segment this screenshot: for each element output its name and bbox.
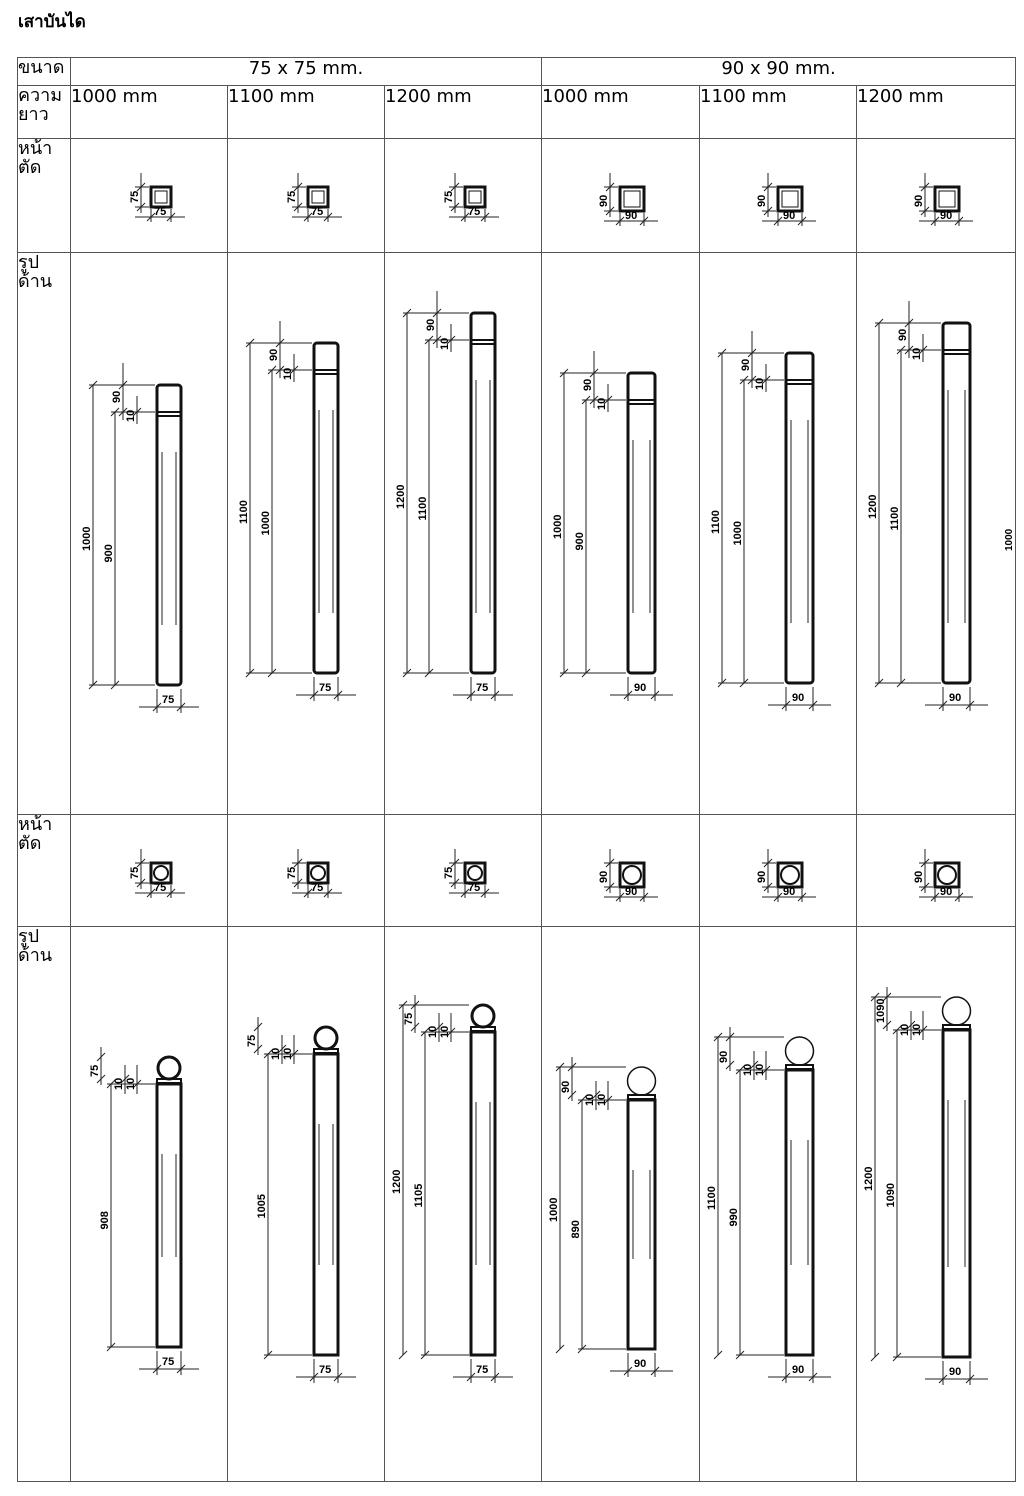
- square-section-drawing: [700, 139, 856, 251]
- dimension-text: 10: [125, 409, 137, 422]
- post-shaft: [471, 313, 495, 673]
- dimension-text: 75: [246, 1034, 258, 1047]
- post-elevation-drawing: [542, 253, 699, 813]
- dimension-text: 75: [319, 682, 332, 694]
- post-ring: [786, 1065, 813, 1069]
- dimension-text: 75: [468, 882, 481, 894]
- post-shaft: [943, 323, 970, 683]
- ball-post-elevation-drawing: [857, 927, 1015, 1480]
- dimension-text: 90: [598, 870, 611, 883]
- dimension-text: 1200: [863, 1166, 876, 1191]
- round-section-drawing: [857, 815, 1015, 925]
- page-title: เสาบันได: [18, 12, 86, 32]
- round-section-drawing: [71, 815, 227, 925]
- dimension-text: 90: [425, 318, 437, 331]
- ball-top: [943, 997, 971, 1025]
- dimension-text: 10: [113, 1077, 125, 1090]
- dimension-text: 90: [792, 1364, 805, 1376]
- dimension-text: 75: [162, 1356, 175, 1368]
- post-elevation-drawing: [385, 253, 541, 813]
- dimension-text: 75: [129, 866, 141, 879]
- dimension-text: 1005: [256, 1194, 268, 1219]
- dimension-text: 1000: [732, 521, 745, 546]
- dimension-text: 1200: [391, 1169, 403, 1194]
- dimension-text: 1100: [417, 496, 429, 521]
- dimension-text: 1200: [867, 494, 880, 519]
- dimension-text: 10: [282, 1047, 294, 1060]
- length-cell: 1100 mm: [228, 86, 385, 139]
- dimension-text: 75: [443, 190, 455, 203]
- round-section-drawing: [542, 815, 699, 925]
- dimension-text: 1105: [413, 1183, 425, 1208]
- dimension-text: 1100: [238, 500, 250, 524]
- dimension-text: 90: [940, 210, 953, 222]
- dimension-text: 10: [125, 1077, 137, 1090]
- dimension-text: 75: [476, 682, 489, 694]
- section-label: หน้า ตัด: [18, 815, 71, 927]
- dimension-text: 890: [570, 1220, 583, 1239]
- dimension-text: 90: [598, 194, 611, 207]
- dimension-text: 900: [574, 532, 587, 551]
- dimension-text: 1100: [889, 506, 902, 531]
- size-label: ขนาด: [18, 58, 71, 86]
- dimension-text: 90: [756, 870, 769, 883]
- post-elevation-drawing: [71, 253, 227, 813]
- dimension-text: 90: [740, 358, 753, 371]
- post-shaft: [943, 1030, 970, 1357]
- dimension-text: 10: [596, 1093, 609, 1106]
- dimension-text: 90: [949, 1366, 962, 1378]
- post-shaft: [471, 1032, 495, 1355]
- ball-top: [472, 1005, 494, 1027]
- dimension-text: 10: [911, 1023, 924, 1036]
- dimension-text: 90: [582, 378, 595, 391]
- dimension-text: 10: [439, 337, 451, 350]
- ball-top: [315, 1027, 337, 1049]
- dimension-text: 90: [949, 692, 962, 704]
- post-outline: [308, 187, 328, 207]
- round-section-drawing: [385, 815, 541, 925]
- dimension-text: 908: [99, 1211, 111, 1230]
- stair-post-spec-table: [17, 57, 1016, 1482]
- dimension-text: 10: [439, 1025, 451, 1038]
- post-shaft: [628, 373, 655, 673]
- length-cell: 1000 mm: [71, 86, 228, 139]
- dimension-text: 90: [625, 210, 638, 222]
- post-elevation-drawing: [857, 253, 1015, 813]
- dimension-text: 90: [111, 390, 123, 403]
- post-ring: [628, 1095, 655, 1099]
- dimension-text: 10: [911, 347, 924, 360]
- dimension-text: 10: [270, 1047, 282, 1060]
- round-section-drawing: [700, 815, 856, 925]
- square-section-drawing: [228, 139, 384, 251]
- post-shaft: [157, 1084, 181, 1347]
- dimension-text: 75: [286, 866, 298, 879]
- post-ring: [471, 1027, 495, 1031]
- dimension-text: 90: [940, 886, 953, 898]
- dimension-text: 1000: [548, 1197, 561, 1222]
- dimension-text: 90: [560, 1080, 573, 1093]
- post-shaft: [628, 1100, 655, 1349]
- margin-dimension-mark: [1000, 515, 1020, 555]
- dimension-text: 90: [783, 886, 796, 898]
- dimension-text: 10: [427, 1025, 439, 1038]
- size-group-75: 75 x 75 mm.: [71, 58, 542, 86]
- post-elevation-drawing: [228, 253, 384, 813]
- size-group-90: 90 x 90 mm.: [542, 58, 1016, 86]
- dimension-text: 90: [268, 348, 280, 361]
- dimension-text: 75: [403, 1012, 415, 1025]
- ball-post-elevation-drawing: [542, 927, 699, 1480]
- dimension-text: 90: [756, 194, 769, 207]
- elevation-label: รูป ด้าน: [18, 253, 71, 815]
- dimension-text: 75: [154, 882, 167, 894]
- dimension-text: 75: [311, 882, 324, 894]
- square-section-drawing: [385, 139, 541, 251]
- ball-post-elevation-drawing: [700, 927, 856, 1480]
- dimension-text: 90: [634, 1358, 647, 1370]
- ball-top: [786, 1037, 814, 1065]
- dimension-text: 1090: [875, 998, 888, 1023]
- length-cell: 1100 mm: [700, 86, 857, 139]
- post-elevation-drawing: [700, 253, 856, 813]
- dimension-text: 75: [468, 206, 481, 218]
- dimension-text: 10: [754, 377, 767, 390]
- dimension-text: 75: [154, 206, 167, 218]
- length-label: ความ ยาว: [18, 86, 71, 139]
- post-ring: [157, 1079, 181, 1083]
- dimension-text: 90: [634, 682, 647, 694]
- post-shaft: [314, 343, 338, 673]
- length-cell: 1200 mm: [857, 86, 1016, 139]
- length-cell: 1000 mm: [542, 86, 700, 139]
- dimension-text: 75: [129, 190, 141, 203]
- dimension-text: 75: [319, 1364, 332, 1376]
- dimension-text: 75: [89, 1064, 101, 1077]
- dimension-text: 990: [728, 1208, 741, 1227]
- length-cell: 1200 mm: [385, 86, 542, 139]
- dimension-text: 10: [282, 367, 294, 380]
- dimension-text: 10: [754, 1063, 767, 1076]
- dimension-text: 90: [625, 886, 638, 898]
- dimension-text: 10: [596, 397, 609, 410]
- dimension-text: 90: [913, 194, 926, 207]
- dimension-text: 90: [783, 210, 796, 222]
- margin-dimension-text: 1000: [1004, 528, 1015, 551]
- post-shaft: [157, 385, 181, 685]
- dimension-text: 75: [162, 694, 175, 706]
- square-section-drawing: [542, 139, 699, 251]
- post-ring: [314, 1049, 338, 1053]
- post-shaft: [786, 353, 813, 683]
- ball-post-elevation-drawing: [228, 927, 384, 1480]
- dimension-text: 90: [913, 870, 926, 883]
- dimension-text: 1090: [885, 1183, 898, 1208]
- dimension-text: 90: [718, 1050, 731, 1063]
- ball-top: [628, 1067, 656, 1095]
- dimension-text: 10: [742, 1063, 755, 1076]
- dimension-text: 1000: [552, 514, 565, 539]
- dimension-text: 90: [792, 692, 805, 704]
- dimension-text: 75: [443, 866, 455, 879]
- round-section-drawing: [228, 815, 384, 925]
- post-outline: [465, 187, 485, 207]
- section-label: หน้า ตัด: [18, 139, 71, 253]
- dimension-text: 1100: [710, 510, 723, 534]
- dimension-text: 1000: [81, 526, 93, 551]
- ball-top: [158, 1057, 180, 1079]
- dimension-text: 10: [899, 1023, 912, 1036]
- dimension-text: 1000: [260, 511, 272, 536]
- post-outline: [151, 187, 171, 207]
- post-shaft: [786, 1070, 813, 1355]
- post-ring: [943, 1025, 970, 1029]
- dimension-text: 1200: [395, 484, 407, 509]
- square-section-drawing: [857, 139, 1015, 251]
- dimension-text: 75: [311, 206, 324, 218]
- dimension-text: 10: [584, 1093, 597, 1106]
- dimension-text: 75: [476, 1364, 489, 1376]
- dimension-text: 900: [103, 544, 115, 563]
- dimension-text: 1100: [706, 1186, 719, 1210]
- dimension-text: 90: [897, 328, 910, 341]
- square-section-drawing: [71, 139, 227, 251]
- post-shaft: [314, 1054, 338, 1355]
- ball-post-elevation-drawing: [71, 927, 227, 1480]
- ball-post-elevation-drawing: [385, 927, 541, 1480]
- elevation-label: รูป ด้าน: [18, 927, 71, 1482]
- dimension-text: 75: [286, 190, 298, 203]
